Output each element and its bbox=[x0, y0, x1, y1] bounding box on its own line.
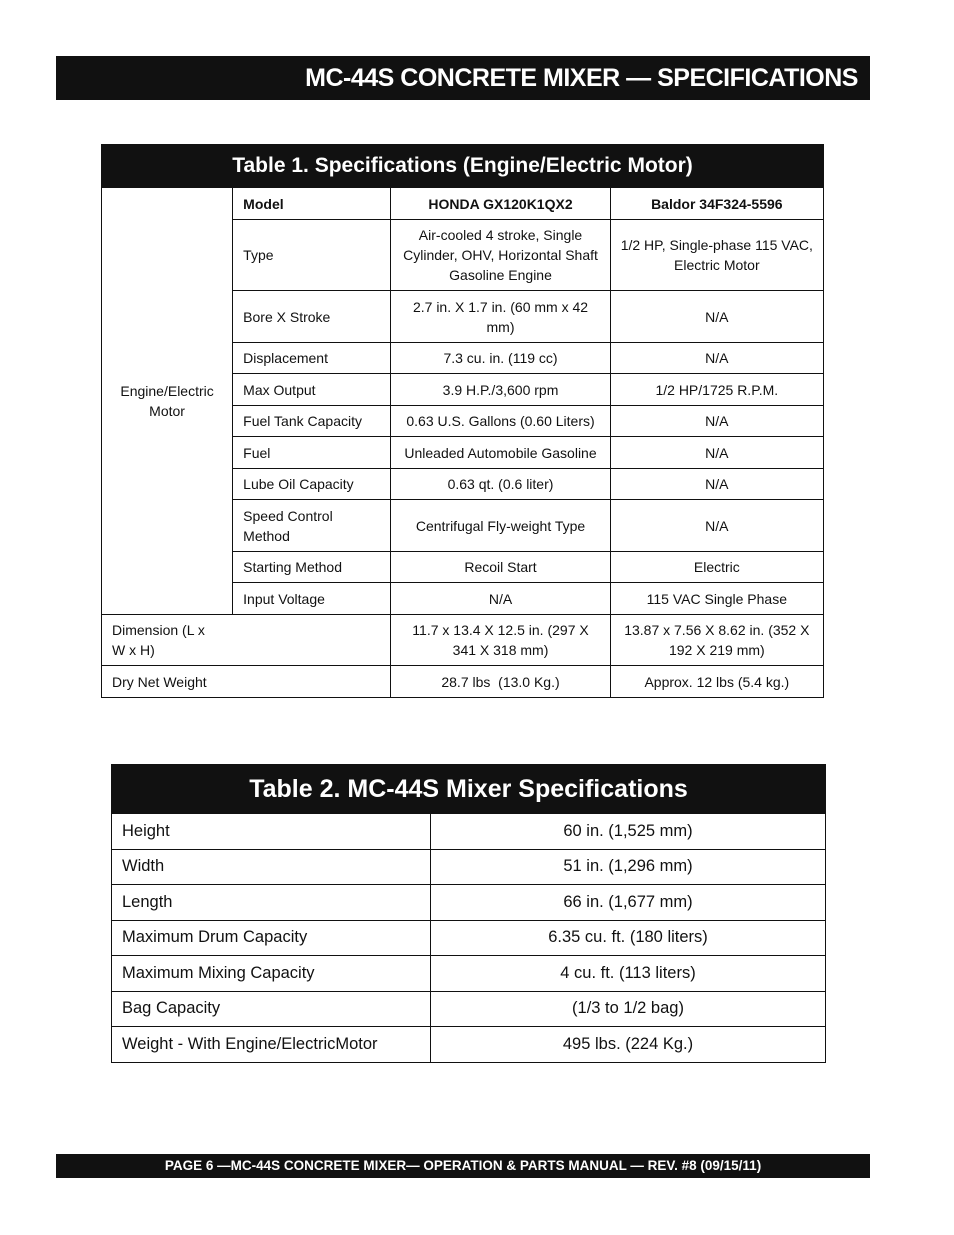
honda-dimension: 11.7 x 13.4 X 12.5 in. (297 X 341 X 318 mm) bbox=[391, 615, 610, 666]
row-label-dimension-text: Dimension (L x W x H) bbox=[112, 622, 205, 658]
mixer-label-weight: Weight - With Engine/ElectricMotor bbox=[112, 1027, 431, 1063]
row-label-max-output: Max Output bbox=[233, 374, 391, 406]
mixer-specifications-table bbox=[111, 764, 826, 1063]
row-label-dimension bbox=[102, 615, 391, 666]
engine-group-label bbox=[102, 188, 233, 615]
row-label-speed-control-text: Speed Control Method bbox=[243, 507, 333, 544]
baldor-dry-weight: Approx. 12 lbs (5.4 kg.) bbox=[610, 666, 823, 698]
honda-input-voltage: N/A bbox=[391, 583, 610, 615]
mixer-label-mixing-capacity: Maximum Mixing Capacity bbox=[112, 956, 431, 992]
baldor-fuel: N/A bbox=[610, 437, 823, 469]
column-header-baldor: Baldor 34F324-5596 bbox=[610, 188, 823, 220]
baldor-max-output: 1/2 HP/1725 R.P.M. bbox=[610, 374, 823, 406]
mixer-value-height: 60 in. (1,525 mm) bbox=[431, 814, 826, 850]
honda-type: Air-cooled 4 stroke, Single Cylinder, OHV, Horizontal Shaft Gasoline Engine bbox=[391, 220, 610, 291]
page-footer: PAGE 6 —MC-44S CONCRETE MIXER— OPERATION & PARTS MANUAL — REV. #8 (09/15/11) bbox=[56, 1154, 870, 1178]
engine-group-label-text: Engine/Electric Motor bbox=[120, 383, 214, 419]
row-label-type: Type bbox=[233, 220, 391, 291]
row-label-speed-control bbox=[233, 500, 391, 552]
mixer-value-mixing-capacity: 4 cu. ft. (113 liters) bbox=[431, 956, 826, 992]
baldor-lube-oil: N/A bbox=[610, 469, 823, 500]
baldor-dimension: 13.87 x 7.56 X 8.62 in. (352 X 192 X 219 mm) bbox=[610, 615, 823, 666]
row-label-bore-stroke: Bore X Stroke bbox=[233, 291, 391, 343]
honda-bore-stroke: 2.7 in. X 1.7 in. (60 mm x 42 mm) bbox=[391, 291, 610, 343]
mixer-label-width: Width bbox=[112, 849, 431, 885]
honda-max-output: 3.9 H.P./3,600 rpm bbox=[391, 374, 610, 406]
mixer-label-length: Length bbox=[112, 885, 431, 921]
column-header-model: Model bbox=[233, 188, 391, 220]
row-label-fuel-tank: Fuel Tank Capacity bbox=[233, 406, 391, 437]
baldor-input-voltage: 115 VAC Single Phase bbox=[610, 583, 823, 615]
column-header-honda: HONDA GX120K1QX2 bbox=[391, 188, 610, 220]
baldor-displacement: N/A bbox=[610, 343, 823, 374]
baldor-starting-method: Electric bbox=[610, 552, 823, 583]
engine-specifications-table bbox=[101, 144, 824, 698]
row-label-starting-method: Starting Method bbox=[233, 552, 391, 583]
honda-displacement: 7.3 cu. in. (119 cc) bbox=[391, 343, 610, 374]
baldor-bore-stroke: N/A bbox=[610, 291, 823, 343]
mixer-value-weight: 495 lbs. (224 Kg.) bbox=[431, 1027, 826, 1063]
page-title: MC-44S CONCRETE MIXER — SPECIFICATIONS bbox=[56, 56, 870, 100]
mixer-value-bag-capacity: (1/3 to 1/2 bag) bbox=[431, 991, 826, 1027]
baldor-fuel-tank: N/A bbox=[610, 406, 823, 437]
mixer-label-height: Height bbox=[112, 814, 431, 850]
mixer-value-length: 66 in. (1,677 mm) bbox=[431, 885, 826, 921]
table2-title: Table 2. MC-44S Mixer Specifications bbox=[112, 765, 826, 814]
row-label-dry-weight: Dry Net Weight bbox=[102, 666, 391, 698]
mixer-label-drum-capacity: Maximum Drum Capacity bbox=[112, 920, 431, 956]
mixer-label-bag-capacity: Bag Capacity bbox=[112, 991, 431, 1027]
row-label-input-voltage: Input Voltage bbox=[233, 583, 391, 615]
mixer-value-drum-capacity: 6.35 cu. ft. (180 liters) bbox=[431, 920, 826, 956]
row-label-fuel: Fuel bbox=[233, 437, 391, 469]
honda-fuel: Unleaded Automobile Gasoline bbox=[391, 437, 610, 469]
honda-dry-weight: 28.7 lbs (13.0 Kg.) bbox=[391, 666, 610, 698]
honda-speed-control: Centrifugal Fly-weight Type bbox=[391, 500, 610, 552]
mixer-value-width: 51 in. (1,296 mm) bbox=[431, 849, 826, 885]
honda-starting-method: Recoil Start bbox=[391, 552, 610, 583]
row-label-lube-oil: Lube Oil Capacity bbox=[233, 469, 391, 500]
baldor-type: 1/2 HP, Single-phase 115 VAC, Electric Motor bbox=[610, 220, 823, 291]
honda-fuel-tank: 0.63 U.S. Gallons (0.60 Liters) bbox=[391, 406, 610, 437]
baldor-speed-control: N/A bbox=[610, 500, 823, 552]
honda-lube-oil: 0.63 qt. (0.6 liter) bbox=[391, 469, 610, 500]
table1-title: Table 1. Specifications (Engine/Electric Motor) bbox=[102, 145, 824, 188]
row-label-displacement: Displacement bbox=[233, 343, 391, 374]
